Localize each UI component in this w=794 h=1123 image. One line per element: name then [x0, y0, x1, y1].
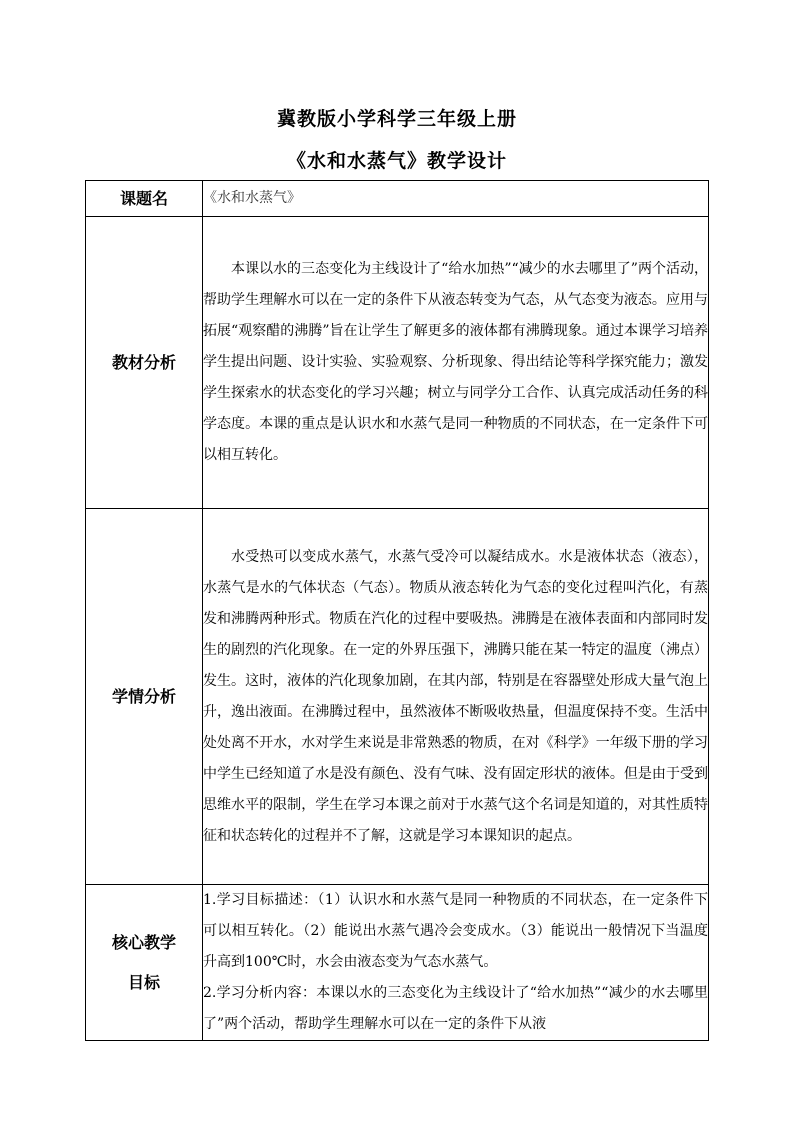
table-row-textbook-analysis [86, 217, 709, 509]
table-row-core-objectives [86, 885, 709, 1041]
core-objectives-item-1: 1.学习目标描述：（1）认识水和水蒸气是同一种物质的不同状态，在一定条件下可以相互转化。（2）能说出水蒸气遇冷会变成水。（3）能说出一般情况下当温度升高到100℃时，水会由液态变为气态水蒸气。 [203, 892, 708, 970]
core-objectives-item-2: 2.学习分析内容：本课以水的三态变化为主线设计了“给水加热”“减少的水去哪里了”两个活动，帮助学生理解水可以在一定的条件下从液 [203, 985, 708, 1032]
core-objectives-label-line1: 核心教学 [111, 932, 176, 952]
core-objectives-label [86, 885, 203, 1041]
core-objectives-cell [203, 885, 709, 1041]
document-title: 冀教版小学科学三年级上册 [276, 108, 517, 130]
textbook-analysis-label: 教材分析 [86, 217, 203, 509]
textbook-analysis-text: 本课以水的三态变化为主线设计了“给水加热”“减少的水去哪里了”两个活动，帮助学生理解水可以在一定的条件下从液态转变为气态，从气态变为液态。应用与拓展“观察醋的沸腾”旨在让学生了解更多的液体都有沸腾现象。通过本课学习培养学生提出问题、设计实验、实验观察、分析现象、得出结论等科学探究能力；激发学生探索水的状态变化的学习兴趣；树立与同学分工合作、认真完成活动任务的科学态度。本课的重点是认识水和水蒸气是同一种物质的不同状态，在一定条件下可以相互转化。 [203, 261, 708, 463]
learner-analysis-label: 学情分析 [86, 509, 203, 885]
learner-analysis-cell [203, 509, 709, 885]
lesson-design-table [85, 180, 709, 1041]
learner-analysis-text: 水受热可以变成水蒸气，水蒸气受冷可以凝结成水。水是液体状态（液态），水蒸气是水的气体状态（气态）。物质从液态转化为气态的变化过程叫汽化，有蒸发和沸腾两种形式。物质在汽化的过程中要吸热。沸腾是在液体表面和内部同时发生的剧烈的汽化现象。在一定的外界压强下，沸腾只能在某一特定的温度（沸点）发生。这时，液体的汽化现象加剧，在其内部，特别是在容器壁处形成大量气泡上升，逸出液面。在沸腾过程中，虽然液体不断吸收热量，但温度保持不变。生活中处处离不开水，水对学生来说是非常熟悉的物质，在对《科学》一年级下册的学习中学生已经知道了水是没有颜色、没有气味、没有固定形状的液体。但是由于受到思维水平的限制，学生在学习本课之前对于水蒸气这个名词是知道的，对其性质特征和状态转化的过程并不了解，这就是学习本课知识的起点。 [203, 548, 708, 844]
table-row-learner-analysis [86, 509, 709, 885]
core-objectives-label-line2: 目标 [127, 972, 160, 992]
textbook-analysis-cell [203, 217, 709, 509]
document-subtitle: 《水和水蒸气》教学设计 [286, 150, 507, 172]
table-row-topic [86, 181, 709, 217]
topic-label: 课题名 [86, 181, 203, 217]
topic-content: 《水和水蒸气》 [203, 181, 709, 217]
